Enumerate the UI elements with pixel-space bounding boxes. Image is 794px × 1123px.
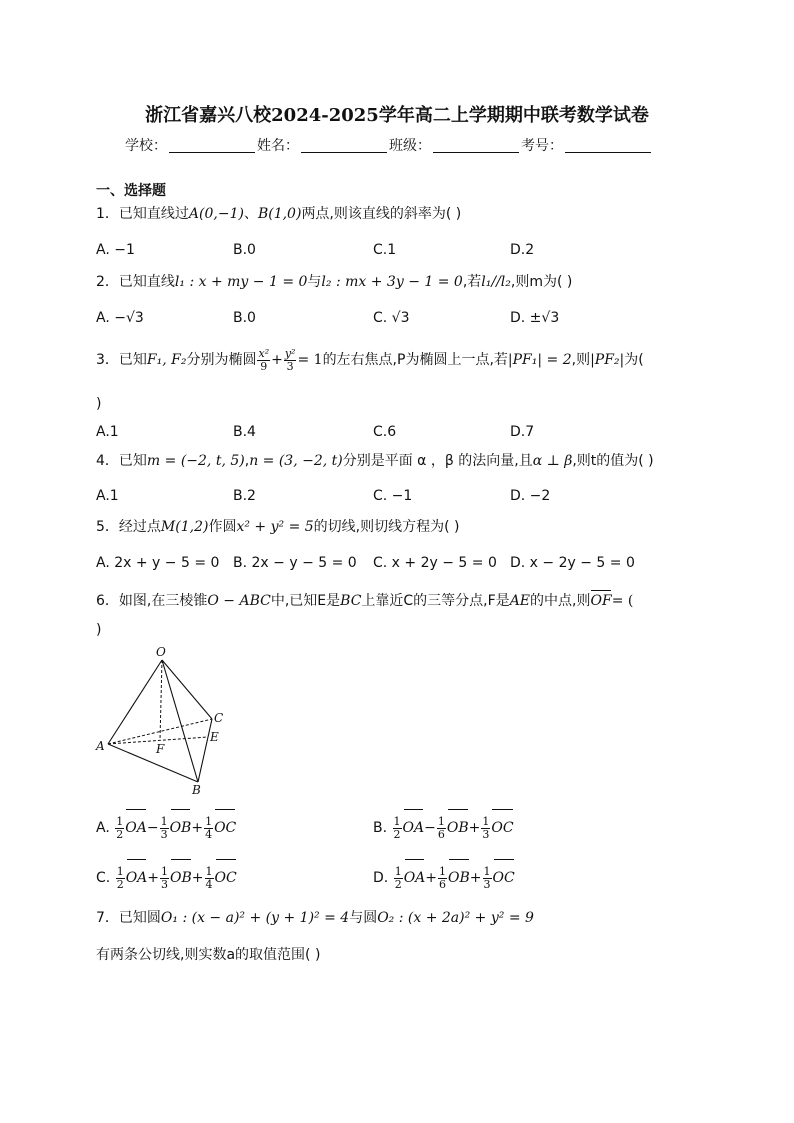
q6-bc: BC (340, 593, 362, 609)
q6-d-sign-1: + (425, 870, 438, 886)
q2-option-c[interactable]: C. √3 (373, 310, 410, 326)
q1-point-a: A(0,−1) (188, 206, 244, 222)
class-blank[interactable] (433, 140, 519, 153)
q6-c-sign-1: + (147, 870, 160, 886)
q3-frac-2-den: 3 (286, 359, 294, 373)
q7-prefix: 7．已知圆 (96, 910, 161, 926)
q6-d-den-1: 2 (394, 877, 402, 891)
name-blank[interactable] (301, 140, 387, 153)
q6-b-vec-2: OB (447, 808, 469, 843)
name-label: 姓名： (257, 138, 299, 154)
q2-suffix: ,则m为( ) (510, 274, 573, 290)
q4-option-b[interactable]: B.2 (233, 488, 256, 504)
q6-a-num-1: 1 (116, 814, 124, 828)
q1-option-c[interactable]: C.1 (373, 242, 397, 258)
section-heading: 一、选择题 (96, 183, 166, 199)
q6-option-d[interactable] (373, 858, 515, 893)
q6-b-den-3: 3 (482, 827, 490, 841)
label-b: B (192, 783, 201, 796)
q6-c-letter: C. (96, 870, 111, 886)
q7-circle-1: O₁ : (x − a)² + (y + 1)² = 4 (160, 910, 350, 926)
q6-c-vec-2: OB (170, 858, 192, 893)
q6-c-vec-1: OA (126, 858, 148, 893)
q6-d-num-2: 1 (439, 864, 447, 878)
q6-d-frac-3 (483, 866, 492, 891)
q6-a-sign-1: − (146, 820, 159, 836)
q6-c-den-2: 3 (161, 877, 169, 891)
q2-line-2: l₂ : mx + 3y − 1 = 0 (321, 274, 463, 290)
q3-continuation: ) (96, 396, 102, 412)
info-fields (125, 139, 653, 153)
q2-line-1: l₁ : x + my − 1 = 0 (174, 274, 308, 290)
segment-of (160, 660, 162, 740)
q4-perp: α ⊥ β (532, 453, 573, 469)
q1-sep: 、 (243, 206, 258, 222)
q3-prefix: 3．已知 (96, 352, 147, 368)
q5-option-d[interactable]: D. x − 2y − 5 = 0 (510, 555, 635, 571)
q4-prefix: 4．已知 (96, 453, 147, 469)
q2-mid: 与 (307, 274, 322, 290)
q6-a-frac-2 (160, 816, 169, 841)
q6-a-sign-2: + (191, 820, 204, 836)
class-label: 班级： (389, 138, 431, 154)
exam-number-label: 考号： (521, 138, 563, 154)
edge-bc (198, 719, 212, 782)
question-5-stem (96, 520, 459, 534)
q5-prefix: 5．经过点 (96, 519, 161, 535)
q6-d-frac-1 (394, 866, 403, 891)
q6-b-vec-1: OA (403, 808, 425, 843)
q4-vector-n: n = (3, −2, t) (249, 453, 343, 469)
q2-option-a[interactable]: A. −√3 (96, 310, 144, 326)
q3-option-d[interactable]: D.7 (510, 424, 535, 440)
q6-option-a[interactable] (96, 808, 236, 843)
label-c: C (214, 711, 224, 725)
school-label: 学校： (125, 138, 167, 154)
q6-d-vec-1: OA (404, 858, 426, 893)
q6-a-vec-1: OA (125, 808, 147, 843)
q3-option-c[interactable]: C.6 (373, 424, 397, 440)
edge-oc (162, 660, 212, 719)
label-e: E (210, 730, 219, 744)
question-3-stem: 3．已知F₁, F₂分别为椭圆 $\frac{\text{x²}}{9}$ + $\frac{\text{y²}}{3}$ = 1的左右焦点,P为椭圆上一点,若|PF₁| = 2,则|PF₂|为( (96, 346, 644, 373)
q6-a-den-3: 4 (205, 827, 213, 841)
q6-c-frac-2 (160, 866, 169, 891)
question-4-stem (96, 454, 654, 468)
q6-d-vec-3: OC (493, 858, 515, 893)
q3-frac-2-num: y² (284, 346, 296, 360)
q6-a-vec-3: OC (214, 808, 236, 843)
q4-option-c[interactable]: C. −1 (373, 488, 413, 504)
q1-option-b[interactable]: B.0 (233, 242, 256, 258)
school-blank[interactable] (169, 140, 255, 153)
q1-prefix: 1．已知直线过 (96, 206, 189, 222)
q2-option-d[interactable]: D. ±√3 (510, 310, 560, 326)
q2-cond: ,若 (462, 274, 482, 290)
q6-suffix: = ( (611, 593, 634, 609)
q6-c-frac-1 (116, 866, 125, 891)
q4-vector-m: m = (−2, t, 5) (146, 453, 245, 469)
q6-option-c[interactable] (96, 858, 237, 893)
q6-c-den-1: 2 (116, 877, 124, 891)
q7-mid: 与圆 (349, 910, 378, 926)
q6-b-num-2: 1 (437, 814, 445, 828)
exam-title: 浙江省嘉兴八校2024-2025学年高二上学期期中联考数学试卷 (145, 105, 649, 126)
q6-c-num-2: 1 (161, 864, 169, 878)
q6-c-num-3: 1 (205, 864, 213, 878)
q1-option-a[interactable]: A. −1 (96, 242, 135, 258)
q1-point-b: B(1,0) (257, 206, 302, 222)
q6-mid3: 的中点,则 (530, 593, 591, 609)
q5-suffix: 的切线,则切线方程为( ) (313, 519, 460, 535)
q6-b-frac-1 (393, 816, 402, 841)
q5-option-b[interactable]: B. 2x − y − 5 = 0 (233, 555, 357, 571)
q3-mid2: 的左右焦点,P为椭圆上一点,若 (322, 352, 508, 368)
question-7-stem (96, 911, 534, 925)
q6-a-frac-1 (115, 816, 124, 841)
q6-a-den-1: 2 (116, 827, 124, 841)
q6-ae: AE (509, 593, 531, 609)
q6-b-frac-2 (437, 816, 446, 841)
q3-option-a[interactable]: A.1 (96, 424, 119, 440)
q3-frac-1-den: 9 (260, 359, 268, 373)
q6-c-den-3: 4 (205, 877, 213, 891)
label-o: O (156, 645, 166, 659)
tetrahedron-figure (94, 644, 234, 796)
q5-circle: x² + y² = 5 (236, 519, 314, 535)
edge-ob (162, 660, 198, 782)
q7-circle-2: O₂ : (x + 2a)² + y² = 9 (377, 910, 534, 926)
q6-d-num-3: 1 (483, 864, 491, 878)
q6-a-num-2: 1 (160, 814, 168, 828)
q3-suffix: 为( (624, 352, 644, 368)
q6-b-letter: B. (373, 820, 388, 836)
q6-a-letter: A. (96, 820, 110, 836)
q1-option-d[interactable]: D.2 (510, 242, 535, 258)
q3-mid3: ,则 (571, 352, 591, 368)
q6-option-b[interactable] (373, 808, 514, 843)
q2-parallel: l₁//l₂ (481, 274, 511, 290)
q3-pf1: |PF₁| = 2 (507, 352, 572, 368)
q4-sep: , (244, 453, 250, 469)
q6-b-num-3: 1 (482, 814, 490, 828)
q2-prefix: 2．已知直线 (96, 274, 175, 290)
q3-eq-tail: = 1 (297, 352, 323, 368)
q1-suffix: 两点,则该直线的斜率为( ) (301, 206, 462, 222)
q6-mid2: 上靠近C的三等分点,F是 (361, 593, 510, 609)
q3-frac-2 (284, 348, 297, 373)
q6-b-den-1: 2 (393, 827, 401, 841)
q6-a-frac-3 (204, 816, 213, 841)
q6-d-den-2: 6 (439, 877, 447, 891)
q6-a-vec-2: OB (170, 808, 192, 843)
q3-pf2: |PF₂| (590, 352, 625, 368)
q6-d-sign-2: + (469, 870, 482, 886)
question-6-stem (96, 589, 633, 608)
q3-foci: F₁, F₂ (146, 352, 187, 368)
q3-frac-1-num: x² (258, 346, 270, 360)
q6-b-vec-3: OC (491, 808, 513, 843)
q6-a-num-3: 1 (205, 814, 213, 828)
q5-option-c[interactable]: C. x + 2y − 5 = 0 (373, 555, 497, 571)
q6-d-letter: D. (373, 870, 389, 886)
q6-prefix: 6．如图,在三棱锥 (96, 593, 208, 609)
q5-mid: 作圆 (208, 519, 237, 535)
q4-option-d[interactable]: D. −2 (510, 488, 551, 504)
question-1-stem (96, 207, 461, 221)
q4-mid: 分别是平面 α ，β 的法向量,且 (342, 453, 533, 469)
q3-mid1: 分别为椭圆 (186, 352, 257, 368)
label-f: F (156, 742, 165, 756)
q5-option-a[interactable]: A. 2x + y − 5 = 0 (96, 555, 220, 571)
q6-d-num-1: 1 (394, 864, 402, 878)
question-2-stem (96, 275, 572, 289)
q2-option-b[interactable]: B.0 (233, 310, 256, 326)
q3-frac-1 (257, 348, 270, 373)
q6-b-sign-2: + (468, 820, 481, 836)
q6-d-frac-2 (438, 866, 447, 891)
q6-c-frac-3 (205, 866, 214, 891)
q5-point: M(1,2) (160, 519, 209, 535)
q6-b-den-2: 6 (437, 827, 445, 841)
q6-tetra: O − ABC (207, 593, 271, 609)
q3-option-b[interactable]: B.4 (233, 424, 256, 440)
q6-d-vec-2: OB (448, 858, 470, 893)
q7-line-2: 有两条公切线,则实数a的取值范围( ) (96, 947, 321, 963)
edge-ab (108, 744, 198, 782)
exam-number-blank[interactable] (565, 140, 651, 153)
q6-c-sign-2: + (191, 870, 204, 886)
q4-suffix: ,则t的值为( ) (572, 453, 654, 469)
q4-option-a[interactable]: A.1 (96, 488, 119, 504)
label-a: A (96, 739, 105, 753)
edge-oa (108, 660, 162, 744)
q6-d-den-3: 3 (483, 877, 491, 891)
q6-c-vec-3: OC (215, 858, 237, 893)
q6-b-num-1: 1 (393, 814, 401, 828)
q6-b-sign-1: − (424, 820, 436, 836)
q6-c-num-1: 1 (116, 864, 124, 878)
q6-a-den-2: 3 (160, 827, 168, 841)
q6-mid1: 中,已知E是 (270, 593, 341, 609)
q6-vector-of: OF (590, 589, 611, 608)
q6-b-frac-3 (481, 816, 490, 841)
q6-continuation: ) (96, 622, 102, 638)
